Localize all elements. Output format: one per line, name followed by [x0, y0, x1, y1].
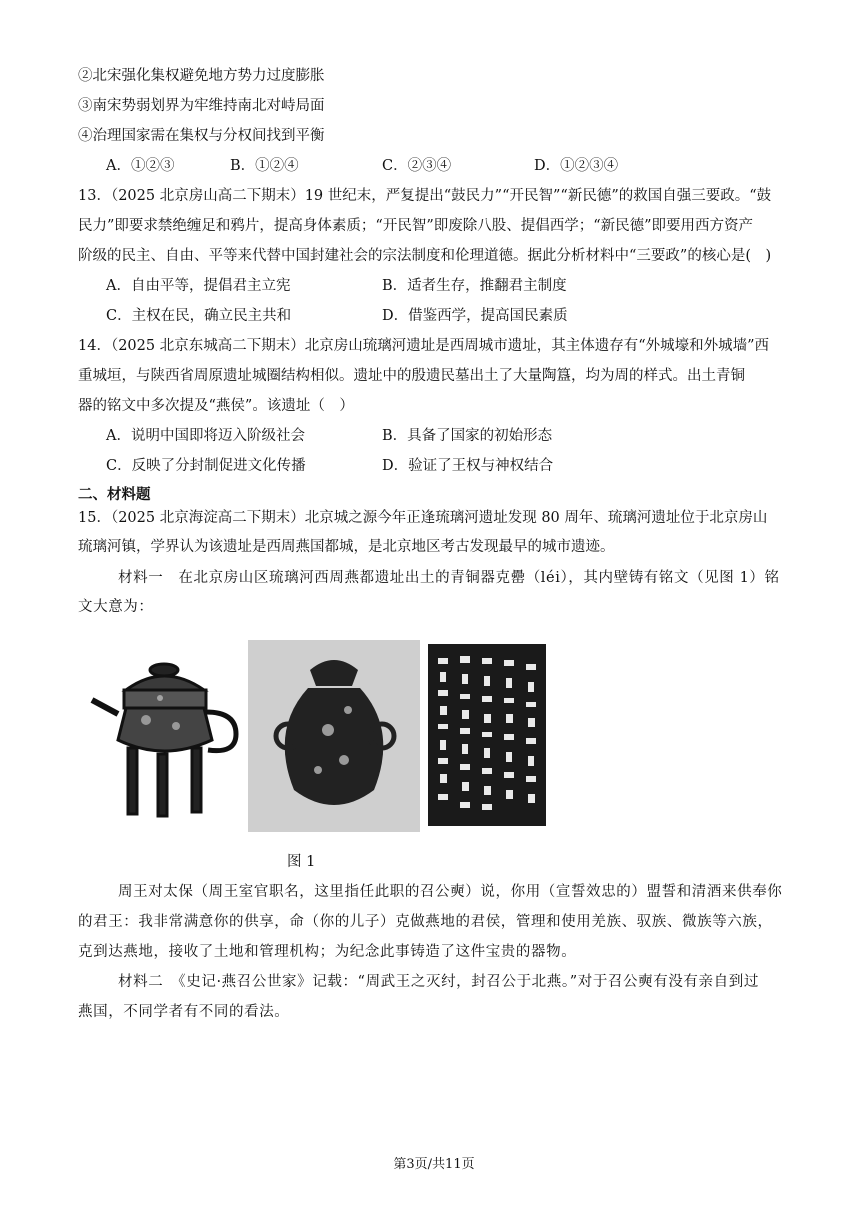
figure-1-vessel-photo [248, 640, 420, 832]
figure-1-caption: 图 1 [287, 854, 316, 870]
q13-stem-line-2: 民力”即要求禁绝缠足和鸦片，提高身体素质；“开民智”即废除八股、提倡西学；“新民德”即要用西方资产 [78, 218, 754, 234]
material1-line-2: 文大意为： [78, 599, 154, 615]
q12-item-3: ③南宋势弱划界为牢维持南北对峙局面 [78, 98, 325, 114]
q13-option-c: C．主权在民，确立民主共和 [106, 308, 292, 324]
q14-stem-line-2: 重城垣，与陕西省周原遗址城圈结构相似。遗址中的殷遗民墓出土了大量陶簋，均为周的样式。出土青铜 [78, 368, 745, 384]
figure-1-vessel-drawing [86, 650, 246, 822]
translation-line-3: 克到达燕地，接收了土地和管理机构；为纪念此事铸造了这件宝贵的器物。 [78, 944, 577, 960]
q12-option-b: B．①②④ [230, 158, 299, 174]
q12-option-d: D．①②③④ [534, 158, 619, 174]
q13-option-d: D．借鉴西学，提高国民素质 [382, 308, 568, 324]
material2-line-2: 燕国，不同学者有不同的看法。 [78, 1004, 290, 1020]
q13-option-a: A．自由平等，提倡君主立宪 [106, 278, 291, 294]
material1-line-1: 材料一 在北京房山区琉璃河西周燕都遗址出土的青铜器克罍（léi），其内壁铸有铭文（见图 1）铭 [118, 570, 780, 586]
q15-stem-line-1: 15．（2025 北京海淀高二下期末）北京城之源今年正逢琉璃河遗址发现 80 周年、琉璃河遗址位于北京房山 [78, 510, 768, 526]
q12-item-2: ②北宋强化集权避免地方势力过度膨胀 [78, 68, 325, 84]
translation-line-1: 周王对太保（周王室官职名，这里指任此职的召公奭）说，你用（宣誓效忠的）盟誓和清酒来供奉你 [118, 884, 783, 900]
q12-option-a: A．①②③ [106, 158, 175, 174]
q13-option-b: B．适者生存，推翻君主制度 [382, 278, 567, 294]
q12-item-4: ④治理国家需在集权与分权间找到平衡 [78, 128, 325, 144]
q13-stem-line-3: 阶级的民主、自由、平等来代替中国封建社会的宗法制度和伦理道德。据此分析材料中“三要政”的核心是( ) [78, 248, 772, 264]
q15-stem-line-2: 琉璃河镇，学界认为该遗址是西周燕国都城，是北京地区考古发现最早的城市遗迹。 [78, 539, 615, 555]
q14-option-d: D．验证了王权与神权结合 [382, 458, 554, 474]
q14-option-b: B．具备了国家的初始形态 [382, 428, 553, 444]
material2-line-1: 材料二 《史记·燕召公世家》记载：“周武王之灭纣，封召公于北燕。”对于召公奭有没有亲自到过 [118, 974, 759, 990]
q14-stem-line-1: 14．（2025 北京东城高二下期末）北京房山琉璃河遗址是西周城市遗址，其主体遗存有“外城壕和外城墙”西 [78, 338, 770, 354]
q14-option-a: A．说明中国即将迈入阶级社会 [106, 428, 305, 444]
page-number: 第3页/共11页 [393, 1157, 475, 1172]
q13-stem-line-1: 13．（2025 北京房山高二下期末）19 世纪末，严复提出“鼓民力”“开民智”“新民德”的救国自强三要政。“鼓 [78, 188, 772, 204]
q12-option-c: C．②③④ [382, 158, 452, 174]
translation-line-2: 的君王：我非常满意你的供享，命（你的儿子）克做燕地的君侯，管理和使用羌族、驭族、微族等六族， [78, 914, 773, 930]
section-title-materials: 二、材料题 [78, 487, 151, 503]
q14-option-c: C．反映了分封制促进文化传播 [106, 458, 306, 474]
figure-1-inscription-rubbing [428, 644, 546, 826]
q14-stem-line-3: 器的铭文中多次提及“燕侯”。该遗址（ ） [78, 398, 354, 414]
